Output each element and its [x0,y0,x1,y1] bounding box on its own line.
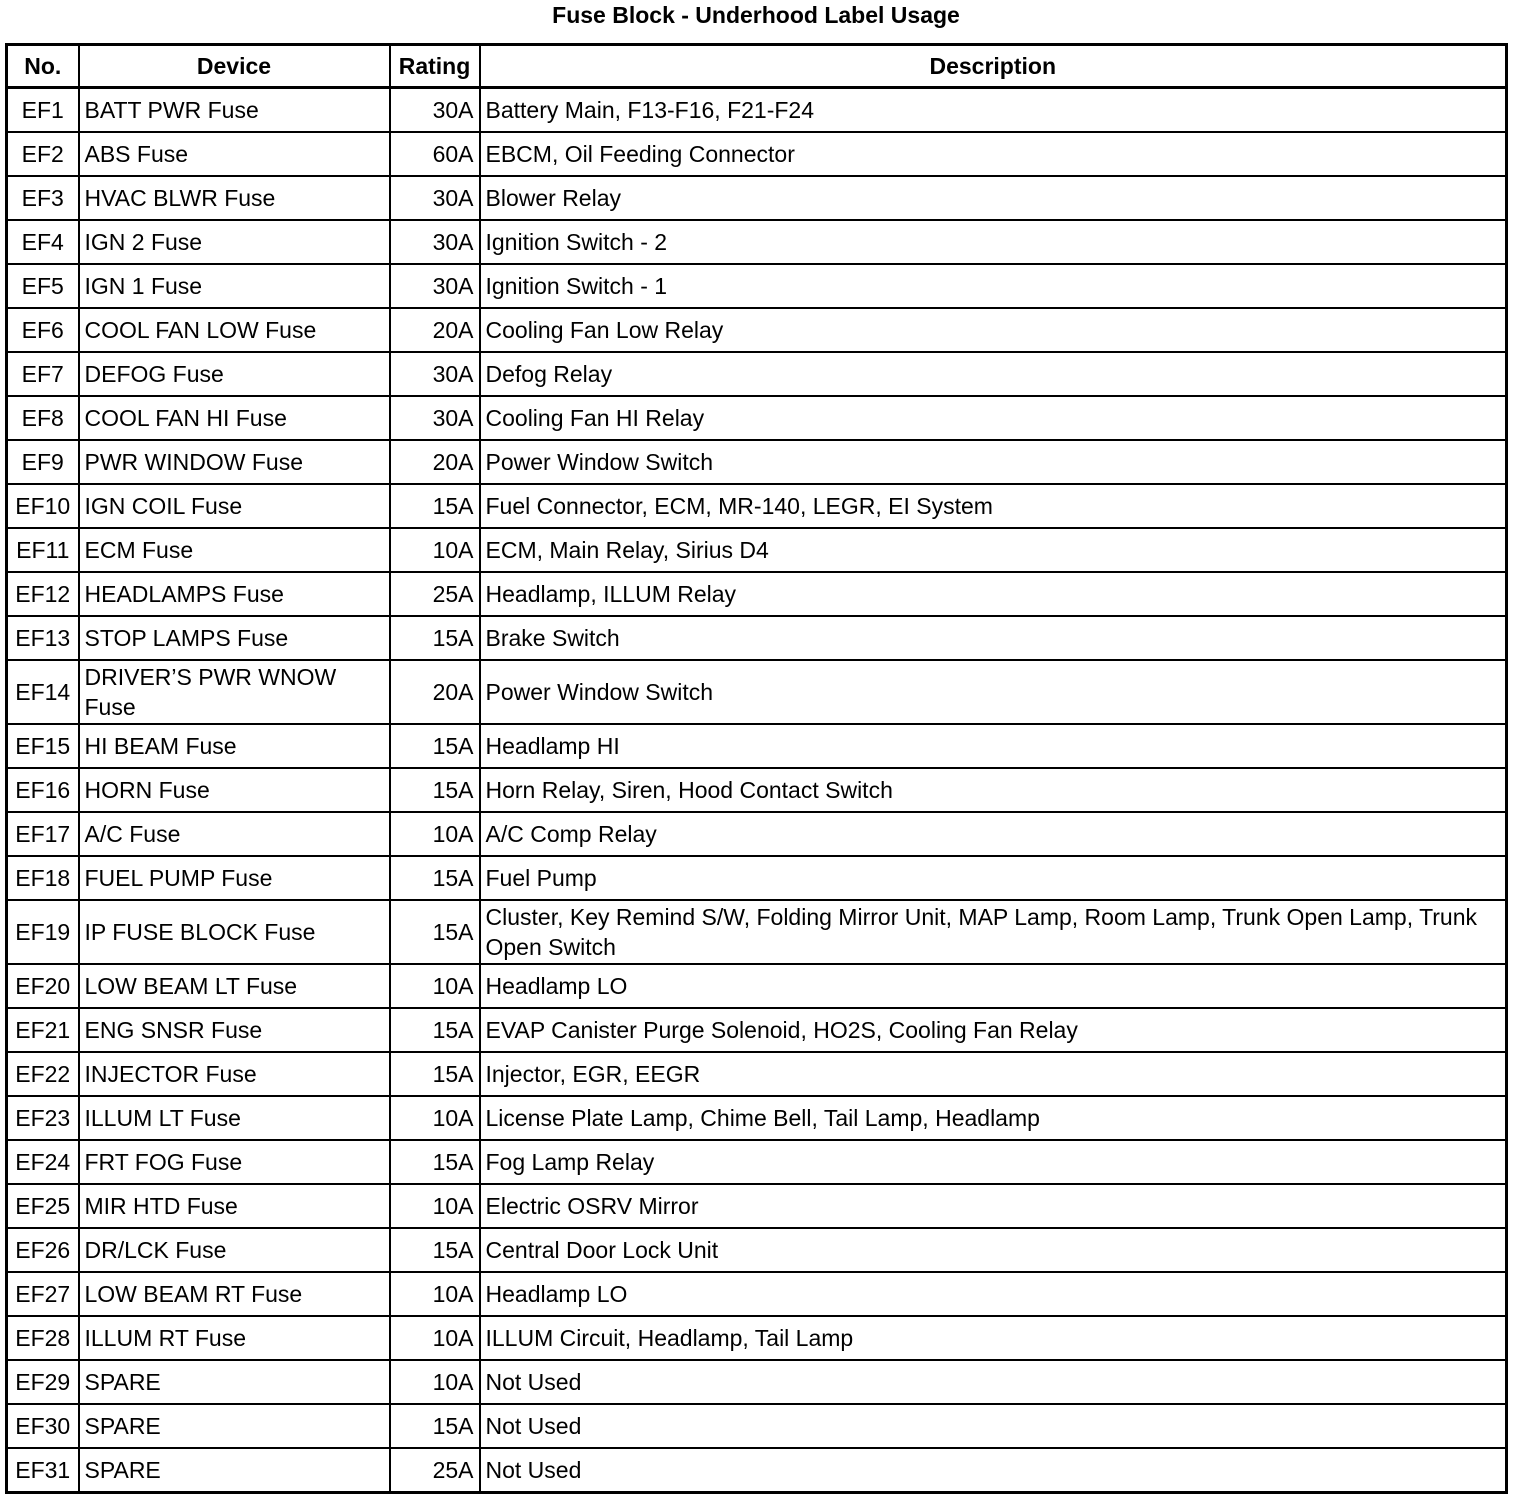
device-cell: LOW BEAM LT Fuse [79,964,390,1008]
device-cell: FRT FOG Fuse [79,1140,390,1184]
rating-cell: 10A [390,1184,480,1228]
fuse-number-cell: EF26 [7,1228,79,1272]
device-cell: IGN 1 Fuse [79,264,390,308]
fuse-number-cell: EF7 [7,352,79,396]
description-cell: Brake Switch [480,616,1507,660]
device-cell: STOP LAMPS Fuse [79,616,390,660]
rating-cell: 30A [390,352,480,396]
fuse-number-cell: EF30 [7,1404,79,1448]
table-row [7,484,1507,528]
description-cell: Headlamp LO [480,1272,1507,1316]
fuse-number-cell: EF23 [7,1096,79,1140]
rating-cell: 30A [390,88,480,133]
description-cell: ECM, Main Relay, Sirius D4 [480,528,1507,572]
table-row [7,528,1507,572]
fuse-number-cell: EF15 [7,724,79,768]
table-row [7,132,1507,176]
table-row [7,1316,1507,1360]
device-cell: ILLUM RT Fuse [79,1316,390,1360]
device-cell: ENG SNSR Fuse [79,1008,390,1052]
device-cell: SPARE [79,1360,390,1404]
description-cell: Cluster, Key Remind S/W, Folding Mirror Unit, MAP Lamp, Room Lamp, Trunk Open Lamp, Trunk Open Switch [480,900,1507,964]
fuse-number-cell: EF6 [7,308,79,352]
table-row [7,900,1507,964]
rating-cell: 10A [390,812,480,856]
table-row [7,572,1507,616]
fuse-number-cell: EF12 [7,572,79,616]
device-cell: ABS Fuse [79,132,390,176]
table-row [7,724,1507,768]
header-description: Description [480,45,1507,88]
description-cell: A/C Comp Relay [480,812,1507,856]
device-cell: SPARE [79,1448,390,1493]
device-cell: MIR HTD Fuse [79,1184,390,1228]
fuse-number-cell: EF29 [7,1360,79,1404]
rating-cell: 15A [390,856,480,900]
device-cell: A/C Fuse [79,812,390,856]
rating-cell: 30A [390,396,480,440]
table-row [7,1272,1507,1316]
description-cell: Cooling Fan Low Relay [480,308,1507,352]
description-cell: Headlamp, ILLUM Relay [480,572,1507,616]
fuse-number-cell: EF25 [7,1184,79,1228]
fuse-number-cell: EF10 [7,484,79,528]
device-cell: HVAC BLWR Fuse [79,176,390,220]
fuse-number-cell: EF1 [7,88,79,133]
rating-cell: 25A [390,572,480,616]
fuse-number-cell: EF11 [7,528,79,572]
fuse-number-cell: EF13 [7,616,79,660]
rating-cell: 15A [390,1228,480,1272]
table-row [7,856,1507,900]
rating-cell: 15A [390,484,480,528]
fuse-number-cell: EF9 [7,440,79,484]
rating-cell: 15A [390,768,480,812]
table-row [7,220,1507,264]
rating-cell: 20A [390,660,480,724]
table-row [7,964,1507,1008]
device-cell: DR/LCK Fuse [79,1228,390,1272]
rating-cell: 20A [390,308,480,352]
device-cell: IGN 2 Fuse [79,220,390,264]
description-cell: ILLUM Circuit, Headlamp, Tail Lamp [480,1316,1507,1360]
description-cell: Battery Main, F13-F16, F21-F24 [480,88,1507,133]
description-cell: Central Door Lock Unit [480,1228,1507,1272]
table-row [7,1052,1507,1096]
rating-cell: 30A [390,220,480,264]
rating-cell: 15A [390,1008,480,1052]
header-rating: Rating [390,45,480,88]
table-row [7,396,1507,440]
table-row [7,1008,1507,1052]
description-cell: Ignition Switch - 1 [480,264,1507,308]
description-cell: EBCM, Oil Feeding Connector [480,132,1507,176]
description-cell: License Plate Lamp, Chime Bell, Tail Lamp, Headlamp [480,1096,1507,1140]
table-row [7,88,1507,133]
description-cell: Power Window Switch [480,440,1507,484]
fuse-number-cell: EF24 [7,1140,79,1184]
device-cell: HEADLAMPS Fuse [79,572,390,616]
fuse-number-cell: EF16 [7,768,79,812]
header-no: No. [7,45,79,88]
table-row [7,1228,1507,1272]
fuse-number-cell: EF28 [7,1316,79,1360]
fuse-number-cell: EF8 [7,396,79,440]
device-cell: DRIVER’S PWR WNOW Fuse [79,660,390,724]
table-row [7,660,1507,724]
fuse-number-cell: EF14 [7,660,79,724]
rating-cell: 10A [390,1316,480,1360]
description-cell: Fog Lamp Relay [480,1140,1507,1184]
rating-cell: 15A [390,1052,480,1096]
table-row [7,812,1507,856]
table-row [7,1140,1507,1184]
device-cell: BATT PWR Fuse [79,88,390,133]
device-cell: INJECTOR Fuse [79,1052,390,1096]
header-device: Device [79,45,390,88]
rating-cell: 15A [390,900,480,964]
rating-cell: 10A [390,528,480,572]
device-cell: COOL FAN LOW Fuse [79,308,390,352]
device-cell: DEFOG Fuse [79,352,390,396]
table-body [7,88,1507,1493]
device-cell: ILLUM LT Fuse [79,1096,390,1140]
fuse-number-cell: EF20 [7,964,79,1008]
fuse-number-cell: EF18 [7,856,79,900]
fuse-number-cell: EF19 [7,900,79,964]
device-cell: HI BEAM Fuse [79,724,390,768]
rating-cell: 15A [390,1140,480,1184]
rating-cell: 10A [390,1096,480,1140]
table-row [7,1360,1507,1404]
description-cell: Horn Relay, Siren, Hood Contact Switch [480,768,1507,812]
table-row [7,616,1507,660]
description-cell: Fuel Pump [480,856,1507,900]
rating-cell: 60A [390,132,480,176]
description-cell: Fuel Connector, ECM, MR-140, LEGR, EI System [480,484,1507,528]
device-cell: SPARE [79,1404,390,1448]
description-cell: Injector, EGR, EEGR [480,1052,1507,1096]
fuse-number-cell: EF27 [7,1272,79,1316]
rating-cell: 30A [390,176,480,220]
fuse-number-cell: EF5 [7,264,79,308]
fuse-number-cell: EF21 [7,1008,79,1052]
description-cell: Cooling Fan HI Relay [480,396,1507,440]
description-cell: Electric OSRV Mirror [480,1184,1507,1228]
description-cell: Not Used [480,1404,1507,1448]
table-row [7,1184,1507,1228]
fuse-table [5,43,1508,1494]
rating-cell: 10A [390,1272,480,1316]
rating-cell: 25A [390,1448,480,1493]
fuse-number-cell: EF31 [7,1448,79,1493]
fuse-number-cell: EF17 [7,812,79,856]
device-cell: IGN COIL Fuse [79,484,390,528]
rating-cell: 30A [390,264,480,308]
description-cell: Blower Relay [480,176,1507,220]
description-cell: Headlamp LO [480,964,1507,1008]
rating-cell: 15A [390,616,480,660]
description-cell: Power Window Switch [480,660,1507,724]
device-cell: COOL FAN HI Fuse [79,396,390,440]
device-cell: ECM Fuse [79,528,390,572]
fuse-number-cell: EF2 [7,132,79,176]
header-row [7,45,1507,88]
table-row [7,352,1507,396]
table-row [7,264,1507,308]
device-cell: LOW BEAM RT Fuse [79,1272,390,1316]
table-row [7,1096,1507,1140]
table-row [7,308,1507,352]
fuse-number-cell: EF4 [7,220,79,264]
rating-cell: 10A [390,1360,480,1404]
device-cell: FUEL PUMP Fuse [79,856,390,900]
description-cell: Ignition Switch - 2 [480,220,1507,264]
page-title: Fuse Block - Underhood Label Usage [552,2,960,28]
rating-cell: 20A [390,440,480,484]
table-row [7,440,1507,484]
fuse-number-cell: EF3 [7,176,79,220]
table-row [7,768,1507,812]
device-cell: HORN Fuse [79,768,390,812]
fuse-number-cell: EF22 [7,1052,79,1096]
description-cell: Defog Relay [480,352,1507,396]
description-cell: Not Used [480,1448,1507,1493]
table-row [7,176,1507,220]
device-cell: IP FUSE BLOCK Fuse [79,900,390,964]
rating-cell: 15A [390,724,480,768]
rating-cell: 10A [390,964,480,1008]
device-cell: PWR WINDOW Fuse [79,440,390,484]
description-cell: EVAP Canister Purge Solenoid, HO2S, Cooling Fan Relay [480,1008,1507,1052]
table-row [7,1404,1507,1448]
rating-cell: 15A [390,1404,480,1448]
description-cell: Not Used [480,1360,1507,1404]
description-cell: Headlamp HI [480,724,1507,768]
table-row [7,1448,1507,1493]
